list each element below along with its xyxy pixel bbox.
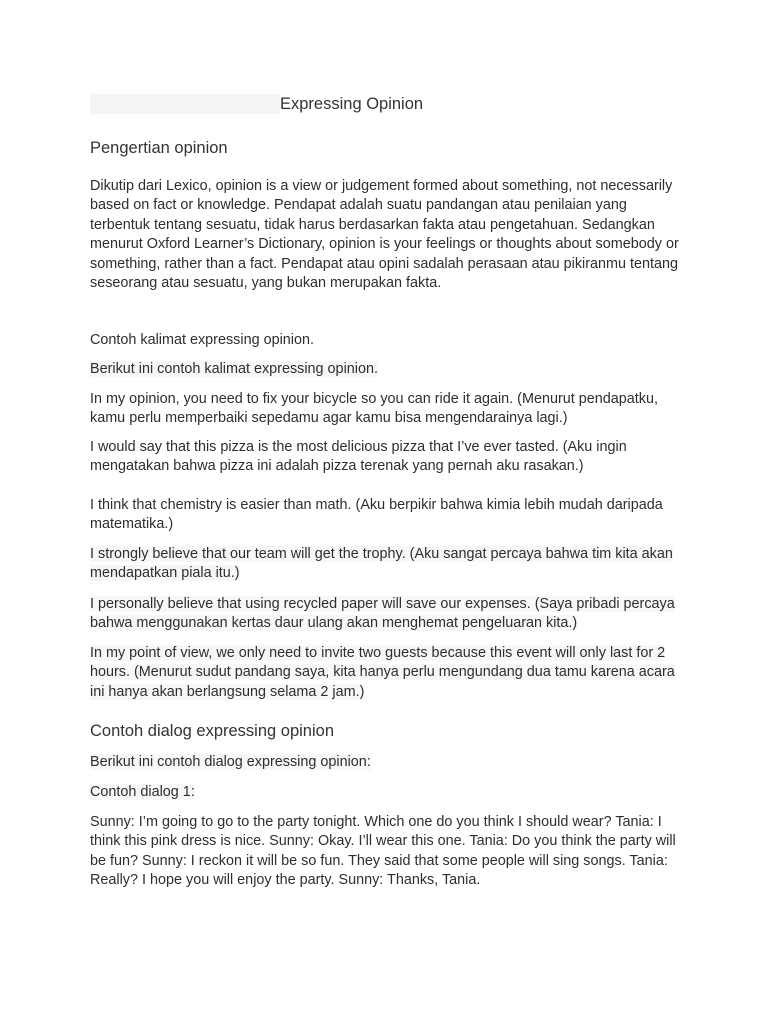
section-heading-dialog: Contoh dialog expressing opinion [90,722,335,740]
title-highlight [90,94,280,114]
document-title: Expressing Opinion [280,95,424,113]
example-sentence-5 [90,595,680,634]
dialog-1-label [90,783,680,802]
definition-paragraph: Dikutip dari Lexico, opinion is a view or judgement formed about something, not necessarily based on fact or knowledge. Pendapat adalah suatu pandangan atau penilaian yang terbentuk tentang sesuatu, tidak harus berdasarkan fakta atau pengetahuan. Sedangkan menurut Oxford Learner’s Dictionary, opinion is your feelings or thoughts about somebody or something, rather than a fact. Pendapat atau opini sadalah perasaan atau pikiranmu tentang seseorang atau sesuatu, yang bukan merupakan fakta. [90,178,679,292]
example-sentence-5-text: I personally believe that using recycled paper will save our expenses. (Saya pribadi percaya bahwa menggunakan kertas daur ulang akan menghemat pengeluaran kita.) [90,596,675,632]
title-row [90,92,678,116]
example-sentence-3: I think that chemistry is easier than math. (Aku berpikir bahwa kimia lebih mudah daripada matematika.) [90,497,663,533]
dialog-intro-text: Berikut ini contoh dialog expressing opinion: [90,754,371,770]
example-sentence-4 [90,545,680,584]
examples-label: Contoh kalimat expressing opinion. [90,332,314,348]
example-sentence-6-text: In my point of view, we only need to invite two guests because this event will only last for 2 hours. (Menurut sudut pandang saya, kita hanya perlu mengundang dua tamu karena acara ini hanya akan berlangsung selama 2 jam.) [90,645,675,700]
example-sentence-4-text: I strongly believe that our team will get the trophy. (Aku sangat percaya bahwa tim kita akan mendapatkan piala itu.) [90,546,673,582]
examples-intro-text: Berikut ini contoh kalimat expressing opinion. [90,361,378,377]
examples-intro [90,360,680,379]
dialog-1-text: Sunny: I’m going to go to the party tonight. Which one do you think I should wear? Tania: I think this pink dress is nice. Sunny: Okay. I’ll wear this one. Tania: Do you think the party will be fun? Sunny: I reckon it will be so fun. They said that some people will sing songs. Tania: Really? I hope you will enjoy the party. Sunny: Thanks, Tania. [90,814,676,889]
dialog-1-label-text: Contoh dialog 1: [90,784,195,800]
dialog-intro [90,753,680,772]
example-sentence-1: In my opinion, you need to fix your bicycle so you can ride it again. (Menurut pendapatku, kamu perlu memperbaiki sepedamu agar kamu bisa mengendarainya lagi.) [90,391,658,427]
section-heading-pengertian: Pengertian opinion [90,139,228,157]
example-sentence-2: I would say that this pizza is the most delicious pizza that I’ve ever tasted. (Aku ingin mengatakan bahwa pizza ini adalah pizza terenak yang pernah aku rasakan.) [90,439,627,475]
example-sentence-6 [90,644,680,702]
